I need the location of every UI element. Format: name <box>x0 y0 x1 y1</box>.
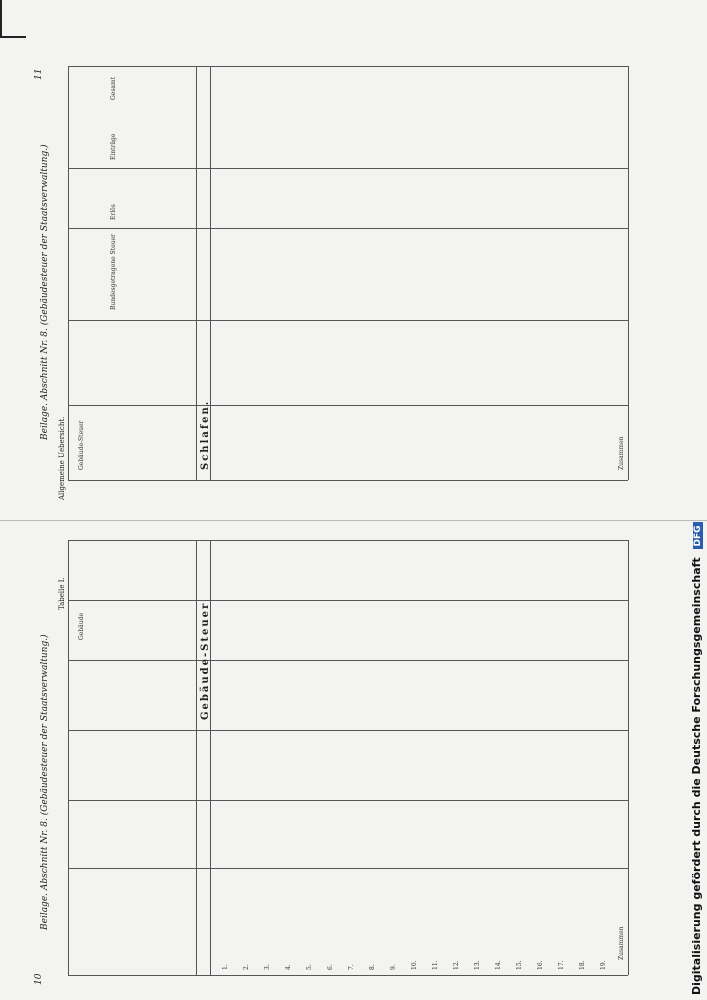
row-number: 15. <box>516 960 523 970</box>
lower-running-head: Beilage. Abschnitt Nr. 8. (Gebäudesteuer der Staatsverwaltung.) <box>40 634 50 930</box>
table-rule <box>68 868 628 869</box>
upper-col-header: Erlös <box>110 204 117 220</box>
upper-section-label: Gebäude-Steuer <box>78 420 85 470</box>
row-number: 6. <box>327 964 334 970</box>
upper-subhead: Allgemeine Uebersicht. <box>58 416 66 500</box>
table-rule <box>68 730 628 731</box>
row-number: 18. <box>579 960 586 970</box>
row-number: 9. <box>390 964 397 970</box>
table-rule <box>68 480 628 481</box>
page-gutter <box>0 520 707 521</box>
watermark-text: Digitalisierung gefördert durch die Deutsche Forschungsgemeinschaft <box>690 557 703 995</box>
table-rule <box>68 800 628 801</box>
row-number: 17. <box>558 960 565 970</box>
crop-mark <box>0 36 26 38</box>
upper-col-header: Bundesgetragene Steuer <box>110 234 117 310</box>
row-number: 5. <box>306 964 313 970</box>
table-rule <box>68 66 69 480</box>
upper-page-number: 11 <box>34 68 44 80</box>
row-number: 7. <box>348 964 355 970</box>
row-number: 3. <box>264 964 271 970</box>
table-rule <box>68 540 69 975</box>
table-rule <box>68 660 628 661</box>
dfg-logo: DFG <box>693 522 703 549</box>
table-rule <box>628 66 629 480</box>
row-number: 10. <box>411 960 418 970</box>
table-rule <box>68 320 628 321</box>
table-rule <box>628 540 629 975</box>
upper-col-header: Einträge <box>110 133 117 160</box>
dfg-watermark <box>690 522 703 995</box>
upper-col-header: Gesamt <box>110 76 117 100</box>
row-number: 19. <box>600 960 607 970</box>
upper-total-label: Zusammen <box>618 436 625 470</box>
row-number: 16. <box>537 960 544 970</box>
row-number: 1. <box>222 964 229 970</box>
lower-total-label: Zusammen <box>618 926 625 960</box>
crop-mark <box>0 0 2 38</box>
lower-table-label: Tabelle I. <box>58 577 66 610</box>
row-number: 14. <box>495 960 502 970</box>
table-rule <box>68 600 628 601</box>
row-number: 11. <box>432 960 439 970</box>
upper-running-head: Beilage. Abschnitt Nr. 8. (Gebäudesteuer der Staatsverwaltung.) <box>40 144 50 440</box>
row-number: 2. <box>243 964 250 970</box>
table-rule <box>68 66 628 67</box>
table-rule <box>196 66 197 480</box>
lower-section-top: Gebäude <box>78 612 85 640</box>
table-rule <box>68 540 628 541</box>
lower-section-mid: Gebäude-Steuer <box>200 601 211 720</box>
table-rule <box>68 168 628 169</box>
table-rule <box>68 405 628 406</box>
lower-page-number: 10 <box>34 973 44 985</box>
upper-section2-label: Schlafen. <box>200 399 211 470</box>
row-number: 13. <box>474 960 481 970</box>
table-rule <box>68 228 628 229</box>
row-number: 4. <box>285 964 292 970</box>
table-rule <box>68 975 628 976</box>
row-number: 12. <box>453 960 460 970</box>
table-rule <box>196 540 197 975</box>
row-number: 8. <box>369 964 376 970</box>
